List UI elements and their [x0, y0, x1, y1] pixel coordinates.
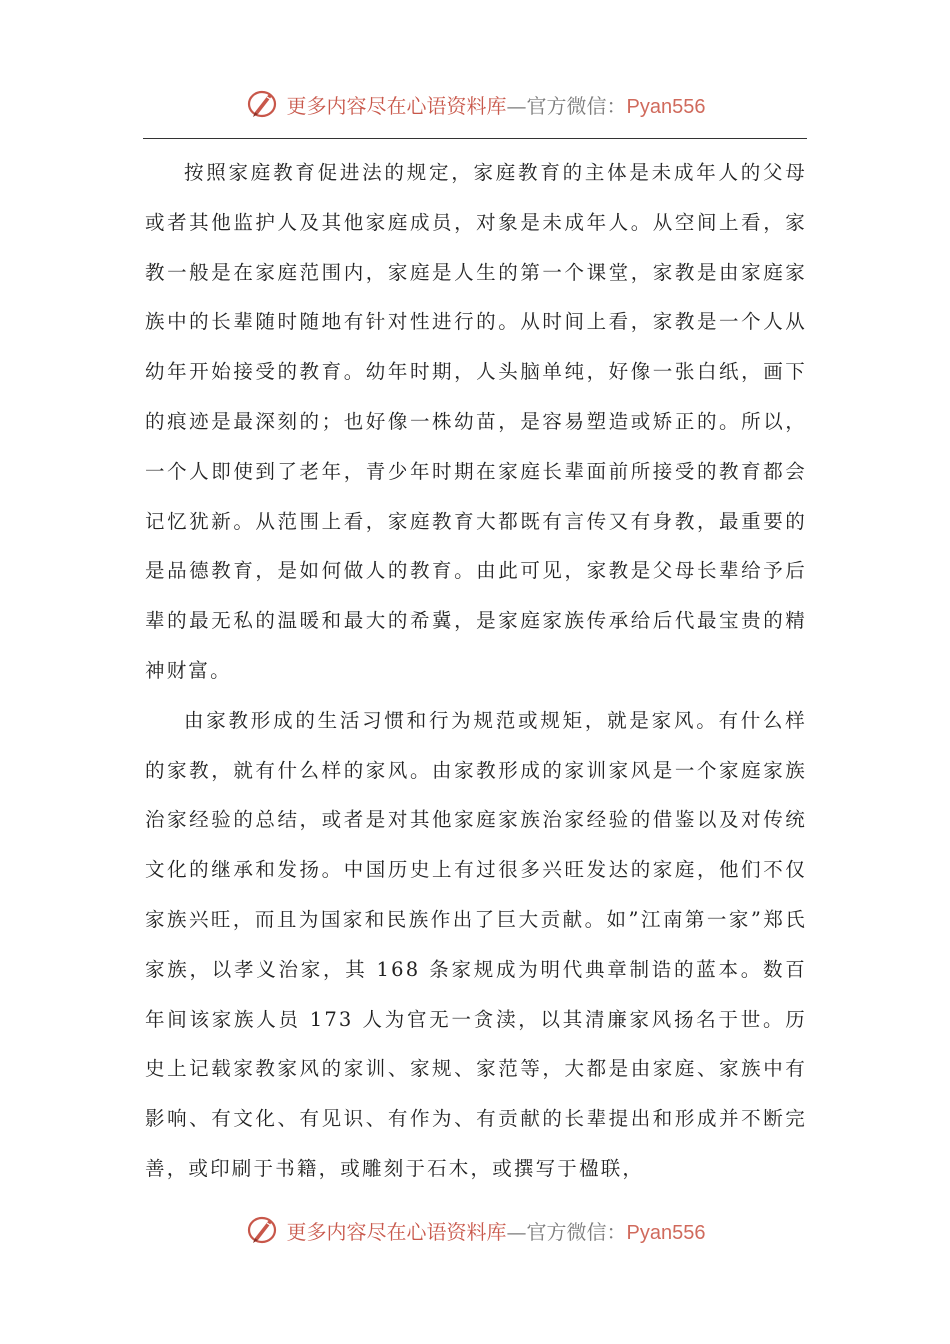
header-wechat-id: Pyan556	[626, 95, 706, 118]
footer-brand-text: 更多内容尽在心语资料库	[286, 1219, 507, 1244]
header-official-text: 官方微信：	[526, 93, 627, 118]
header-dash: —	[506, 93, 527, 118]
header-brand-text: 更多内容尽在心语资料库	[286, 93, 507, 118]
paragraph-1: 按照家庭教育促进法的规定，家庭教育的主体是未成年人的父母或者其他监护人及其他家庭成员，对象是未成年人。从空间上看，家教一般是在家庭范围内，家庭是人生的第一个课堂，家教是由家庭家族中的长辈随时随地有针对性进行的。从时间上看，家教是一个人从幼年开始接受的教育。幼年时期，人头脑单纯，好像一张白纸，画下的痕迹是最深刻的；也好像一株幼苗，是容易塑造或矫正的。所以，一个人即使到了老年，青少年时期在家庭长辈面前所接受的教育都会记忆犹新。从范围上看，家庭教育大都既有言传又有身教，最重要的是品德教育，是如何做人的教育。由此可见，家教是父母长辈给予后辈的最无私的温暖和最大的希冀，是家庭家族传承给后代最宝贵的精神财富。	[145, 161, 807, 682]
paragraph-2: 由家教形成的生活习惯和行为规范或规矩，就是家风。有什么样的家教，就有什么样的家风。由家教形成的家训家风是一个家庭家族治家经验的总结，或者是对其他家庭家族治家经验的借鉴以及对传统文化的继承和发扬。中国历史上有过很多兴旺发达的家庭，他们不仅家族兴旺，而且为国家和民族作出了巨大贡献。如”江南第一家”郑氏家族，以孝义治家，其 168 条家规成为明代典章制诰的蓝本。数百年间该家族人员 173 人为官无一贪渎，以其清廉家风扬名于世。历史上记载家教家风的家训、家规、家范等，大都是由家庭、家族中有影响、有文化、有见识、有作为、有贡献的长辈提出和形成并不断完善，或印刷于书籍，或雕刻于石木，或撰写于楹联，	[145, 708, 807, 1180]
pen-logo-icon	[245, 1212, 281, 1248]
pen-logo-icon	[245, 86, 281, 122]
header-divider	[143, 138, 807, 139]
document-body	[145, 148, 807, 1194]
footer-official-text: 官方微信：	[526, 1219, 627, 1244]
footer-dash: —	[506, 1219, 527, 1244]
footer-banner	[0, 1210, 950, 1250]
footer-wechat-id: Pyan556	[626, 1221, 706, 1244]
header-banner	[0, 84, 950, 124]
